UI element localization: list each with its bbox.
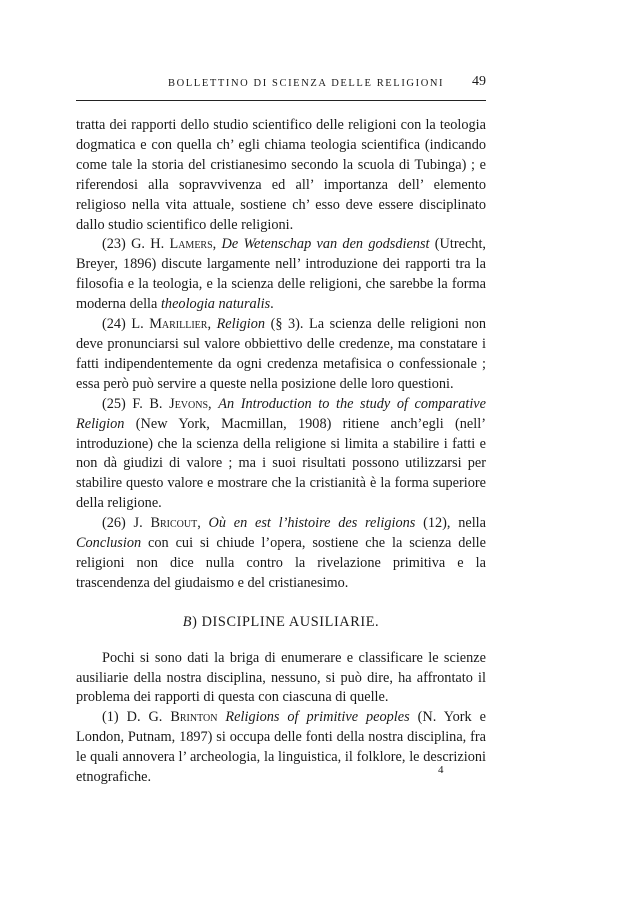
section-note-1	[76, 708, 486, 788]
note-23-term: theologia naturalis	[160, 296, 271, 313]
note-26-mid: (12), nella	[415, 515, 487, 532]
section-letter: B	[182, 613, 193, 630]
note-23-author: Lamers	[169, 236, 213, 253]
note-26-number: (26) J.	[102, 515, 151, 532]
section-heading	[76, 613, 486, 633]
note-25	[76, 395, 486, 514]
note-24-author: Marillier	[149, 316, 208, 333]
note-23	[76, 235, 486, 315]
body-text	[76, 116, 486, 788]
section-intro: Pochi si sono dati la briga di enumerare e classificare le scienze ausiliarie della nostra disciplina, nessuno, si può dire, ha affrontato il problema dei rapporti di questa con ciascuna di quelle.	[76, 649, 486, 706]
note-25-sep: ,	[208, 395, 219, 412]
note-25-author: Jevons	[169, 395, 209, 412]
note-24-title: Religion	[216, 316, 266, 333]
section-note-1-text: (N. York e London, Putnam, 1897) si occupa delle fonti della nostra disciplina, fra le quali annovera l’ archeologia, la linguistica, il folklore, le descrizioni etnografiche.	[76, 709, 486, 786]
section-title: ) DISCIPLINE AUSILIARIE.	[192, 613, 380, 630]
note-26	[76, 514, 486, 594]
note-25-text: (New York, Macmillan, 1908) ritiene anch’egli (nell’ introduzione) che la scienza della religione si limita a stabilire i fatti e non dà giudizi di valore ; ma i suoi risultati possono utilizzarsi per stabilire questo valore e mostrare che la cristianità è la forma superiore della religione.	[76, 415, 486, 512]
note-24-text: (§ 3). La scienza delle religioni non deve pronunciarsi sul valore obbiettivo delle credenze, ma constatare i fatti indipendentemente da ogni credenza metafisica o confessionale ; essa però può servire a queste nella posizione delle loro questioni.	[76, 316, 486, 392]
signature-mark: 4	[438, 764, 444, 776]
note-26-term: Conclusion	[76, 535, 142, 552]
note-23-number: (23) G. H.	[102, 236, 170, 253]
note-26-sep: ,	[197, 515, 209, 532]
note-26-author: Bricout	[150, 515, 198, 532]
note-25-title: An Introduction to the study of comparative Religion	[76, 395, 487, 432]
note-23-title: De Wetenschap van den godsdienst	[221, 236, 430, 253]
note-24-number: (24) L.	[102, 316, 150, 333]
note-24	[76, 315, 486, 395]
note-23-text: (Utrecht, Breyer, 1896) discute largamente nell’ introduzione dei rapporti tra la filosofia e la teologia, e la scienza delle religioni, che sarebbe la forma moderna della	[76, 236, 486, 313]
page-number: 49	[472, 74, 486, 89]
note-23-end: .	[270, 296, 274, 313]
section-note-1-author: Brinton	[170, 709, 218, 726]
header-rule	[76, 100, 486, 101]
running-head	[76, 76, 486, 100]
section-note-1-number: (1) D. G.	[102, 709, 171, 726]
paragraph-continuation: tratta dei rapporti dello studio scientifico delle religioni con la teologia dogmatica e con quella ch’ egli chiama teologia scientifica (indicando come tale la storia del cristianesimo secondo la scuola di Tubinga) ; e riferendosi alla sopravvivenza ed all’ importanza dell’ elemento religioso nella vita attuale, sostiene ch’ esso deve essere disciplinato dallo studio scientifico delle religioni.	[76, 117, 486, 233]
note-25-number: (25) F. B.	[102, 395, 170, 412]
note-24-sep: ,	[207, 316, 217, 333]
running-title: BOLLETTINO DI SCIENZA DELLE RELIGIONI	[168, 78, 445, 89]
note-26-text: con cui si chiude l’opera, sostiene che la scienza delle religioni non dice nulla contro la rivelazione primitiva e la trascendenza del giudaismo e del cristianesimo.	[76, 535, 486, 591]
note-26-title: Où en est l’histoire des religions	[208, 515, 416, 532]
note-23-sep: ,	[212, 236, 222, 253]
section-note-1-title: Religions of primitive peoples	[225, 709, 410, 726]
